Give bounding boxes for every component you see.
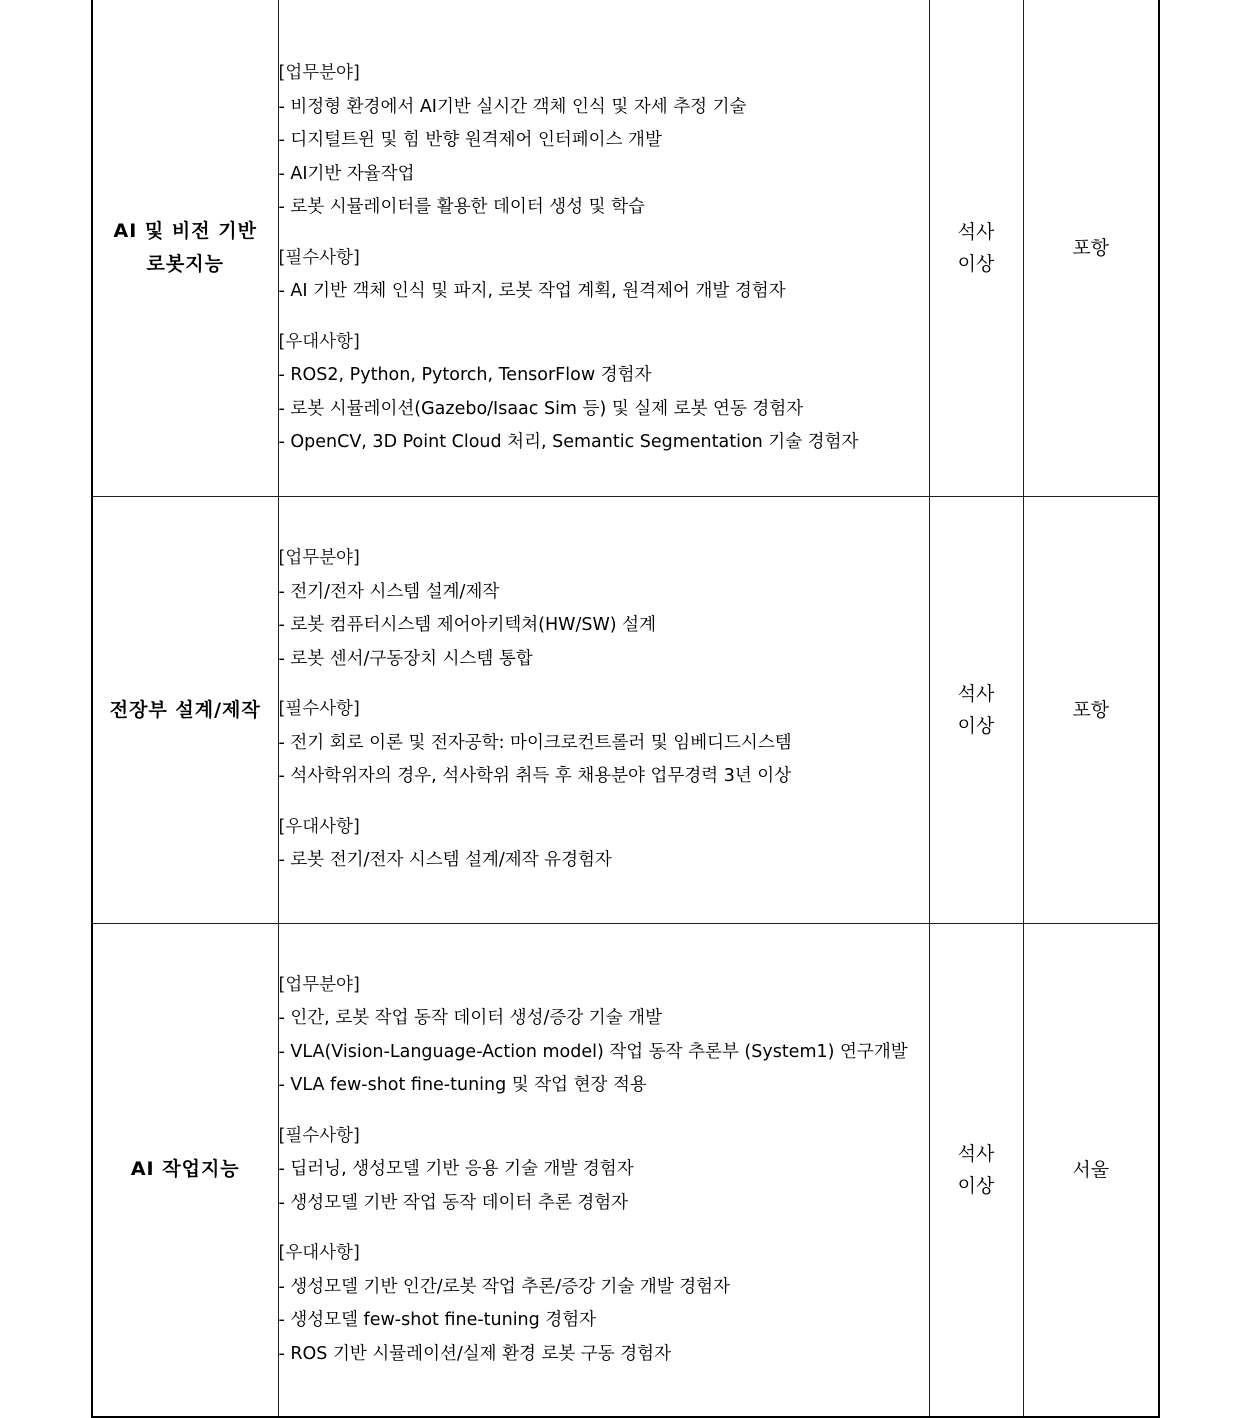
- location-cell: [1023, 924, 1159, 1417]
- requirements-section: [279, 1120, 929, 1221]
- section-heading: [필수사항]: [278, 1125, 360, 1146]
- degree-cell: [929, 0, 1023, 497]
- list-item: - 비정형 환경에서 AI기반 실시간 객체 인식 및 자세 추정 기술: [278, 96, 747, 117]
- work-area-section: [279, 542, 929, 676]
- description-cell: [278, 0, 929, 497]
- requirements-section: [279, 242, 929, 309]
- location-text: 포항: [1072, 236, 1110, 259]
- degree-line: 이상: [957, 252, 995, 275]
- location-text: 포항: [1072, 699, 1110, 721]
- list-item: - 딥러닝, 생성모델 기반 응용 기술 개발 경험자: [278, 1159, 634, 1179]
- list-item: - 생성모델 기반 인간/로봇 작업 추론/증강 기술 개발 경험자: [278, 1276, 730, 1297]
- list-item: - 석사학위자의 경우, 석사학위 취득 후 채용분야 업무경력 3년 이상: [278, 766, 792, 787]
- field-cell: [92, 0, 278, 497]
- list-item: - 로봇 시뮬레이션(Gazebo/Isaac Sim 등) 및 실제 로봇 연동 경험자: [278, 398, 804, 419]
- job-posting-table: [91, 0, 1160, 1418]
- section-heading: [업무분야]: [278, 548, 360, 569]
- section-heading: [필수사항]: [278, 699, 360, 720]
- field-cell: [92, 924, 278, 1417]
- field-name-line: 전장부 설계/제작: [109, 698, 261, 721]
- preferred-section: [279, 1237, 929, 1371]
- degree-line: 이상: [957, 715, 995, 737]
- section-heading: [필수사항]: [278, 247, 360, 268]
- work-area-section: [279, 969, 929, 1103]
- field-name-line: AI 작업지능: [130, 1158, 240, 1181]
- preferred-section: [279, 326, 929, 460]
- list-item: - 로봇 센서/구동장치 시스템 통합: [278, 648, 533, 669]
- table-row: [92, 924, 1159, 1417]
- description-cell: [278, 924, 929, 1417]
- degree-line: 이상: [957, 1174, 995, 1197]
- field-cell: [92, 497, 278, 924]
- section-heading: [우대사항]: [278, 816, 360, 837]
- requirements-section: [279, 693, 929, 794]
- location-text: 서울: [1072, 1158, 1110, 1181]
- section-heading: [업무분야]: [278, 974, 360, 995]
- list-item: - AI기반 자율작업: [278, 163, 415, 184]
- list-item: - 디지털트윈 및 힘 반향 원격제어 인터페이스 개발: [278, 130, 662, 151]
- list-item: - 생성모델 기반 작업 동작 데이터 추론 경험자: [278, 1192, 629, 1213]
- list-item: - 로봇 전기/전자 시스템 설계/제작 유경험자: [278, 850, 612, 871]
- table-row: [92, 497, 1159, 924]
- location-cell: [1023, 0, 1159, 497]
- list-item: - 생성모델 few-shot fine-tuning 경험자: [278, 1310, 597, 1330]
- list-item: - 전기/전자 시스템 설계/제작: [278, 581, 500, 602]
- table-row: [92, 0, 1159, 497]
- degree-line: 석사: [957, 1142, 995, 1165]
- list-item: - AI 기반 객체 인식 및 파지, 로봇 작업 계획, 원격제어 개발 경험자: [278, 281, 786, 302]
- description-cell: [278, 497, 929, 924]
- field-name-line: 로봇지능: [146, 252, 224, 275]
- degree-line: 석사: [957, 683, 995, 705]
- section-heading: [업무분야]: [278, 63, 360, 84]
- degree-line: 석사: [957, 220, 995, 243]
- list-item: - ROS2, Python, Pytorch, TensorFlow 경험자: [278, 365, 652, 386]
- section-heading: [우대사항]: [278, 1243, 360, 1263]
- preferred-section: [279, 811, 929, 878]
- list-item: - 전기 회로 이론 및 전자공학: 마이크로컨트롤러 및 임베디드시스템: [278, 732, 792, 753]
- list-item: - VLA(Vision-Language-Action model) 작업 동작 추론부 (System1) 연구개발: [278, 1041, 908, 1062]
- list-item: - OpenCV, 3D Point Cloud 처리, Semantic Segmentation 기술 경험자: [278, 432, 859, 453]
- list-item: - 인간, 로봇 작업 동작 데이터 생성/증강 기술 개발: [278, 1008, 662, 1028]
- list-item: - VLA few-shot fine-tuning 및 작업 현장 적용: [278, 1075, 647, 1095]
- degree-cell: [929, 924, 1023, 1417]
- location-cell: [1023, 497, 1159, 924]
- list-item: - ROS 기반 시뮬레이션/실제 환경 로봇 구동 경험자: [278, 1343, 671, 1364]
- list-item: - 로봇 컴퓨터시스템 제어아키텍쳐(HW/SW) 설계: [278, 615, 656, 636]
- section-heading: [우대사항]: [278, 331, 360, 352]
- degree-cell: [929, 497, 1023, 924]
- work-area-section: [279, 57, 929, 225]
- field-name-line: AI 및 비전 기반: [113, 219, 257, 242]
- list-item: - 로봇 시뮬레이터를 활용한 데이터 생성 및 학습: [278, 197, 645, 218]
